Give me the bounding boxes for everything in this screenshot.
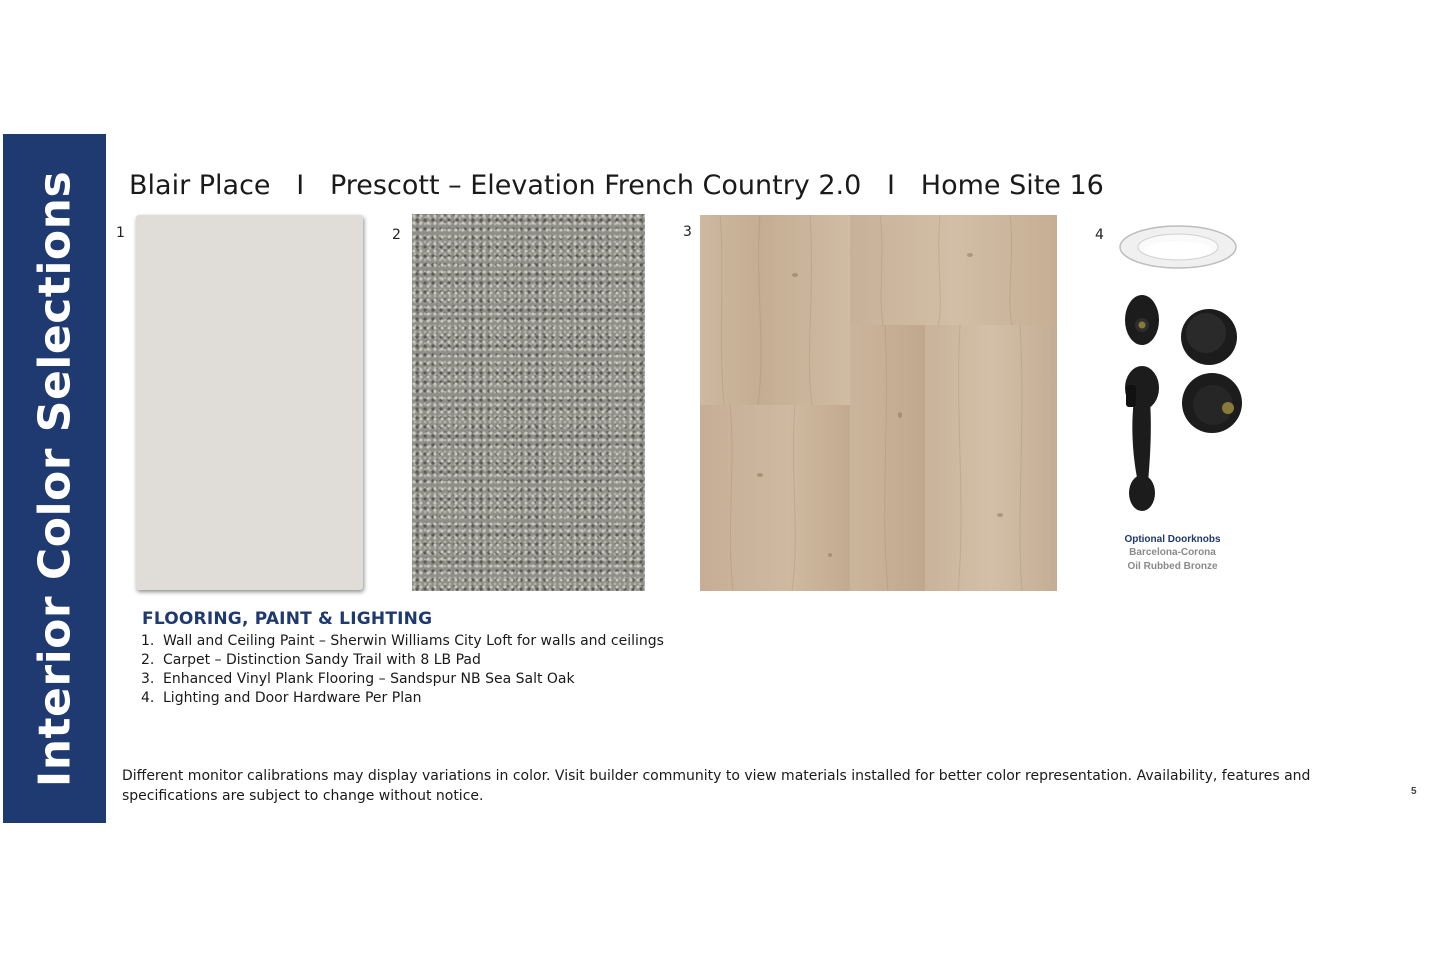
- lighting-and-doorknob-icons: [1112, 220, 1252, 520]
- selection-list: [141, 632, 664, 708]
- sidebar-title-text: Interior Color Selections: [29, 170, 80, 787]
- carpet-swatch: [412, 214, 645, 591]
- handleset-icon: [1125, 366, 1159, 511]
- hardware-caption-finish: Oil Rubbed Bronze: [1127, 561, 1218, 572]
- swatch-number-3: 3: [683, 224, 692, 240]
- list-item: 2. Carpet – Distinction Sandy Trail with 8 LB Pad: [141, 652, 481, 668]
- swatch-number-1: 1: [116, 225, 125, 241]
- paint-swatch: [136, 215, 363, 590]
- list-item: 1. Wall and Ceiling Paint – Sherwin Williams City Loft for walls and ceilings: [141, 633, 664, 649]
- vinyl-plank-swatch: [700, 215, 1057, 591]
- sidebar-title: [3, 134, 106, 823]
- list-item: 3. Enhanced Vinyl Plank Flooring – Sandspur NB Sea Salt Oak: [141, 671, 575, 687]
- hardware-caption-title: Optional Doorknobs: [1124, 534, 1221, 545]
- hardware-caption-model: Barcelona-Corona: [1129, 547, 1216, 558]
- page-number: 5: [1411, 786, 1417, 797]
- wood-grain: [700, 215, 1057, 591]
- recessed-light-icon: [1120, 226, 1236, 268]
- list-item: 4. Lighting and Door Hardware Per Plan: [141, 690, 422, 706]
- passage-knob-icon: [1181, 309, 1237, 365]
- disclaimer-text: Different monitor calibrations may display variations in color. Visit builder community to view materials installed for better color representation. Availability, features and specifications are subject to change without notice.: [122, 768, 1311, 804]
- swatch-number-2: 2: [392, 227, 401, 243]
- sidebar-band: [3, 134, 106, 823]
- page-title: Blair Place I Prescott – Elevation French Country 2.0 I Home Site 16: [129, 170, 1104, 201]
- lighting-hardware-image: [1112, 220, 1252, 520]
- entry-knob-icon: [1182, 373, 1242, 433]
- section-heading: FLOORING, PAINT & LIGHTING: [142, 609, 433, 629]
- deadbolt-icon: [1125, 295, 1159, 345]
- swatch-number-4: 4: [1095, 227, 1104, 243]
